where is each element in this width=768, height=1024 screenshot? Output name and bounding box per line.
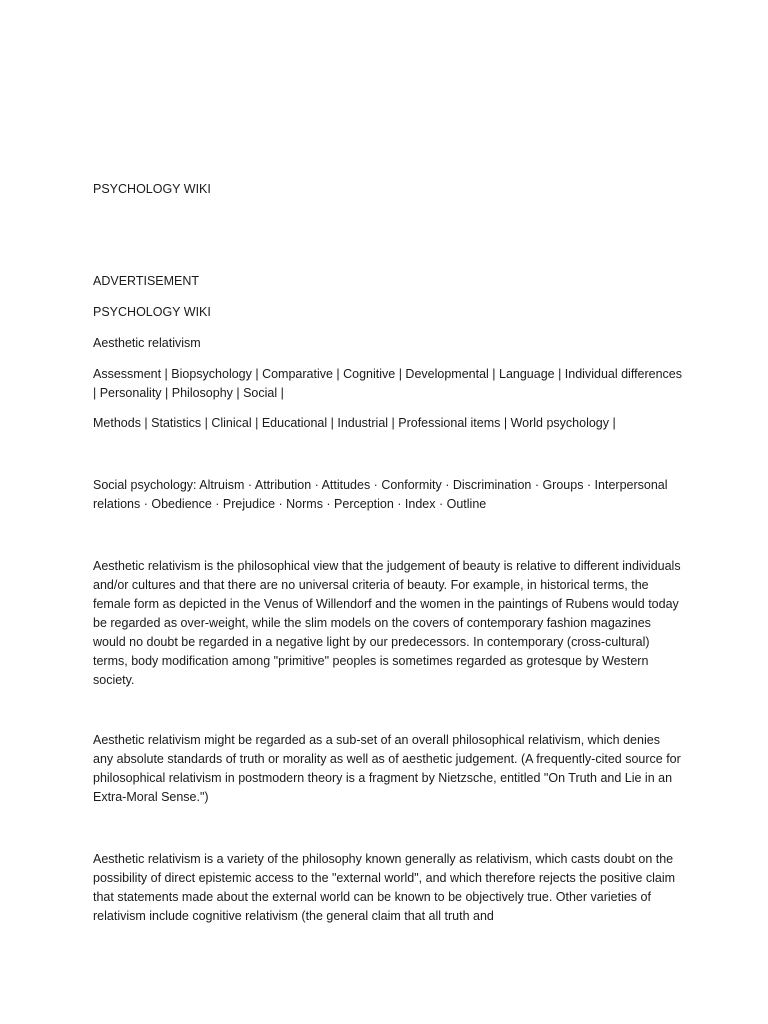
paragraph-3: Aesthetic relativism is a variety of the philosophy known generally as relativism, which casts doubt on the possibility of direct epistemic access to the "external world", and which therefore rejects the positive claim that statements made about the external world can be known to be objectively true. Other varieties of relativism include cognitive relativism (the general claim that all truth and	[93, 852, 676, 923]
methods-nav[interactable]: Methods | Statistics | Clinical | Educational | Industrial | Professional items | World psychology |	[93, 416, 616, 430]
site-header-secondary: PSYCHOLOGY WIKI	[93, 305, 211, 319]
category-nav[interactable]: Assessment | Biopsychology | Comparative | Cognitive | Developmental | Language | Individual differences | Personality | Philosophy | Social |	[93, 367, 683, 400]
site-header: PSYCHOLOGY WIKI	[93, 182, 211, 196]
social-psychology-nav[interactable]: Social psychology: Altruism · Attribution · Attitudes · Conformity · Discrimination · Groups · Interpersonal relations · Obedience · Prejudice · Norms · Perception · Index · Outline	[93, 478, 668, 511]
paragraph-2: Aesthetic relativism might be regarded as a sub-set of an overall philosophical relativism, which denies any absolute standards of truth or morality as well as of aesthetic judgement. (A frequently-cited source for philosophical relativism in postmodern theory is a fragment by Nietzsche, entitled "On Truth and Lie in an Extra-Moral Sense.")	[93, 733, 681, 804]
page-title: Aesthetic relativism	[93, 336, 201, 350]
advertisement-label: ADVERTISEMENT	[93, 274, 200, 288]
paragraph-1: Aesthetic relativism is the philosophical view that the judgement of beauty is relative to different individuals and/or cultures and that there are no universal criteria of beauty. For example, in historical terms, the female form as depicted in the Venus of Willendorf and the women in the paintings of Rubens would today be regarded as over-weight, while the slim models on the covers of contemporary fashion magazines would no doubt be regarded in a negative light by our predecessors. In contemporary (cross-cultural) terms, body modification among "primitive" peoples is sometimes regarded as grotesque by Western society.	[93, 559, 681, 687]
